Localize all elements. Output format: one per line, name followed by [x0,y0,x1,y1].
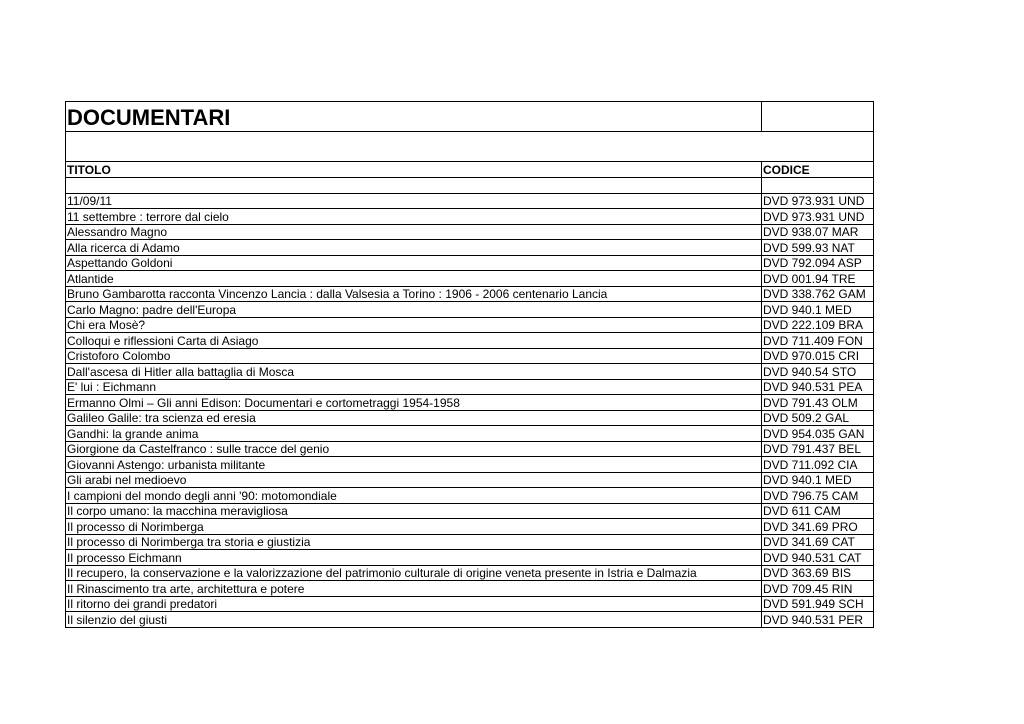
table-row [66,302,874,318]
code-cell[interactable]: DVD 796.75 CAM [762,488,874,504]
code-cell[interactable]: DVD 791.43 OLM [762,395,874,411]
table-row [66,565,874,581]
title-cell[interactable]: Gandhi: la grande anima [66,426,762,442]
code-cell[interactable]: DVD 711.409 FON [762,333,874,349]
table-row [66,364,874,380]
title-cell[interactable]: Gli arabi nel medioevo [66,472,762,488]
code-cell[interactable]: DVD 709.45 RIN [762,581,874,597]
code-cell[interactable]: DVD 940.531 CAT [762,550,874,566]
code-cell[interactable]: DVD 791.437 BEL [762,441,874,457]
title-cell[interactable]: Carlo Magno: padre dell'Europa [66,302,762,318]
table-row [66,410,874,426]
empty-cell[interactable] [66,132,874,162]
table-row [66,581,874,597]
title-row [66,102,874,132]
empty-cell[interactable] [762,178,874,194]
title-cell[interactable]: 11 settembre : terrore dal cielo [66,209,762,225]
title-cell[interactable]: 11/09/11 [66,193,762,209]
table-row [66,271,874,287]
table-row [66,441,874,457]
table-row [66,255,874,271]
code-cell[interactable]: DVD 940.1 MED [762,472,874,488]
title-cell[interactable]: Il Rinascimento tra arte, architettura e potere [66,581,762,597]
spreadsheet [65,101,873,628]
code-cell[interactable]: DVD 940.531 PER [762,612,874,628]
table-row [66,519,874,535]
code-cell[interactable]: DVD 940.54 STO [762,364,874,380]
header-code[interactable]: CODICE [762,162,874,178]
table-row [66,503,874,519]
code-cell[interactable]: DVD 973.931 UND [762,193,874,209]
table-row [66,472,874,488]
table-row [66,534,874,550]
title-cell[interactable]: Il corpo umano: la macchina meravigliosa [66,503,762,519]
title-cell[interactable]: Il processo di Norimberga tra storia e giustizia [66,534,762,550]
table-row [66,488,874,504]
blank-row [66,178,874,194]
title-cell[interactable]: Il silenzio del giusti [66,612,762,628]
code-cell[interactable]: DVD 954.035 GAN [762,426,874,442]
title-cell[interactable]: Il ritorno dei grandi predatori [66,596,762,612]
title-cell[interactable]: Giorgione da Castelfranco : sulle tracce del genio [66,441,762,457]
table-row [66,224,874,240]
title-cell[interactable]: Ermanno Olmi – Gli anni Edison: Documentari e cortometraggi 1954-1958 [66,395,762,411]
table-row [66,193,874,209]
title-cell[interactable]: Alla ricerca di Adamo [66,240,762,256]
table-row [66,348,874,364]
code-cell[interactable]: DVD 509.2 GAL [762,410,874,426]
title-cell[interactable]: Alessandro Magno [66,224,762,240]
empty-cell[interactable] [762,102,874,132]
code-cell[interactable]: DVD 341.69 CAT [762,534,874,550]
table-row [66,333,874,349]
code-cell[interactable]: DVD 611 CAM [762,503,874,519]
documentary-table [65,101,874,628]
table-row [66,457,874,473]
title-cell[interactable]: Chi era Mosè? [66,317,762,333]
table-row [66,317,874,333]
code-cell[interactable]: DVD 001.94 TRE [762,271,874,287]
table-row [66,209,874,225]
code-cell[interactable]: DVD 599.93 NAT [762,240,874,256]
code-cell[interactable]: DVD 792.094 ASP [762,255,874,271]
code-cell[interactable]: DVD 591.949 SCH [762,596,874,612]
title-cell[interactable]: Il recupero, la conservazione e la valorizzazione del patrimonio culturale di origine veneta presente in Istria e Dalmazia [66,565,762,581]
code-cell[interactable]: DVD 711.092 CIA [762,457,874,473]
title-cell[interactable]: E' lui : Eichmann [66,379,762,395]
code-cell[interactable]: DVD 938.07 MAR [762,224,874,240]
code-cell[interactable]: DVD 970.015 CRI [762,348,874,364]
code-cell[interactable]: DVD 940.1 MED [762,302,874,318]
table-row [66,596,874,612]
title-cell[interactable]: Bruno Gambarotta racconta Vincenzo Lancia : dalla Valsesia a Torino : 1906 - 2006 centenario Lancia [66,286,762,302]
code-cell[interactable]: DVD 222.109 BRA [762,317,874,333]
table-row [66,379,874,395]
title-cell[interactable]: Cristoforo Colombo [66,348,762,364]
title-cell[interactable]: Galileo Galile: tra scienza ed eresia [66,410,762,426]
table-row [66,612,874,628]
header-row [66,162,874,178]
table-row [66,240,874,256]
empty-cell[interactable] [66,178,762,194]
title-cell[interactable]: Il processo di Norimberga [66,519,762,535]
table-row [66,395,874,411]
sheet-title[interactable]: DOCUMENTARI [66,102,762,132]
title-cell[interactable]: I campioni del mondo degli anni '90: motomondiale [66,488,762,504]
title-cell[interactable]: Atlantide [66,271,762,287]
table-row [66,550,874,566]
title-cell[interactable]: Aspettando Goldoni [66,255,762,271]
code-cell[interactable]: DVD 341.69 PRO [762,519,874,535]
code-cell[interactable]: DVD 940.531 PEA [762,379,874,395]
title-cell[interactable]: Dall'ascesa di Hitler alla battaglia di Mosca [66,364,762,380]
header-title[interactable]: TITOLO [66,162,762,178]
code-cell[interactable]: DVD 338.762 GAM [762,286,874,302]
table-row [66,426,874,442]
table-row [66,286,874,302]
title-cell[interactable]: Colloqui e riflessioni Carta di Asiago [66,333,762,349]
code-cell[interactable]: DVD 973.931 UND [762,209,874,225]
blank-row [66,132,874,162]
code-cell[interactable]: DVD 363.69 BIS [762,565,874,581]
title-cell[interactable]: Il processo Eichmann [66,550,762,566]
title-cell[interactable]: Giovanni Astengo: urbanista militante [66,457,762,473]
